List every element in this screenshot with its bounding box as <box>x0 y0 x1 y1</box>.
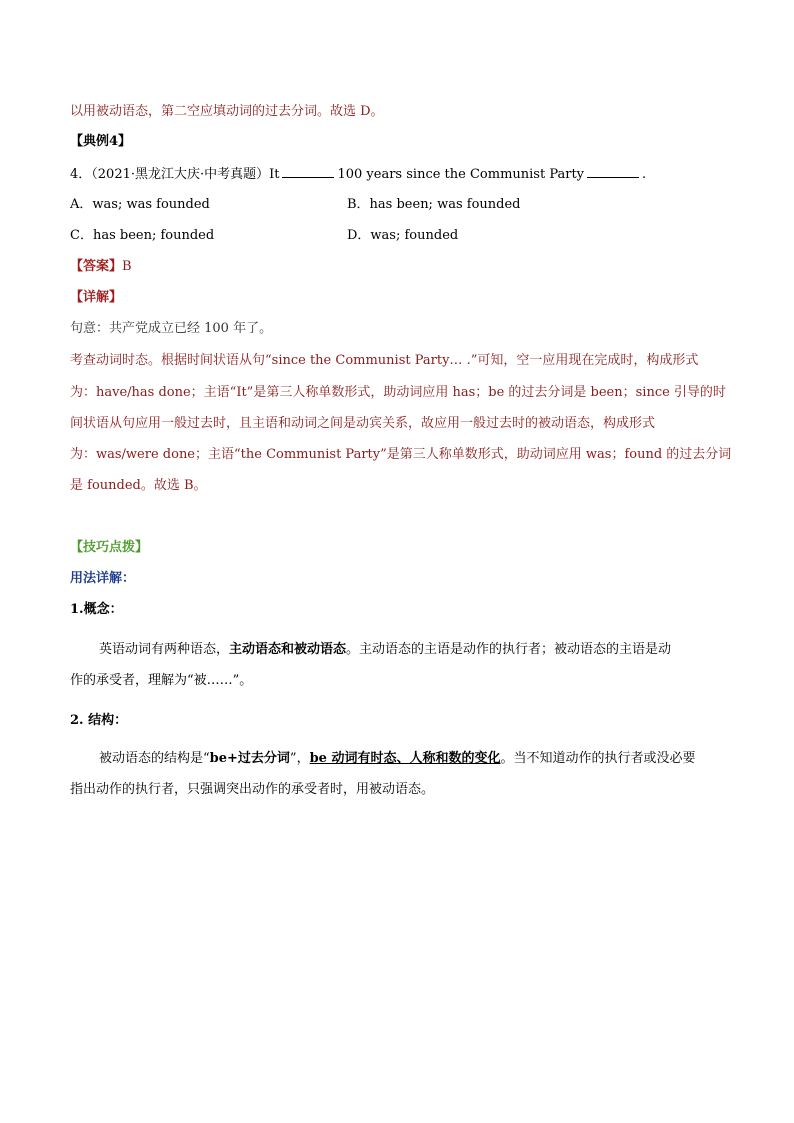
blank-2 <box>587 165 639 178</box>
structure-text-bold2: be 动词有时态、人称和数的变化 <box>309 751 501 766</box>
structure-heading: 2. 结构： <box>70 713 128 728</box>
concept-line-1 <box>99 641 671 659</box>
explanation-line-5: 是 founded。故选 B。 <box>70 478 207 493</box>
intro-line: 以用被动语态，第二空应填动词的过去分词。故选 D。 <box>70 104 384 119</box>
explanation-line-3: 间状语从句应用一般过去时，且主语和动词之间是动宾关系，故应用一般过去时的被动语态，构成形式 <box>70 416 656 431</box>
structure-line-1 <box>99 750 695 768</box>
structure-text-bold1: be+过去分词 <box>209 751 290 766</box>
explanation-line-4: 为：was/were done；主语“the Communist Party”是第三人称单数形式，助动词应用 was；found 的过去分词 <box>70 447 732 462</box>
detail-heading: 【详解】 <box>70 290 123 305</box>
structure-text-a: 被动语态的结构是“ <box>99 751 210 766</box>
blank-1 <box>282 165 334 178</box>
question-suffix: . <box>642 167 647 182</box>
question-middle: 100 years since the Communist Party <box>337 167 585 182</box>
option-a: A．was; was founded <box>70 197 210 212</box>
meaning-line: 句意：共产党成立已经 100 年了。 <box>70 321 273 336</box>
answer-line <box>70 258 132 276</box>
usage-heading: 用法详解： <box>70 571 136 586</box>
question-prefix: 4．（2021·黑龙江大庆·中考真题）It <box>70 167 280 182</box>
answer-label: 【答案】 <box>70 259 123 274</box>
example-heading: 【典例4】 <box>70 134 132 149</box>
option-c: C．has been; founded <box>70 228 215 243</box>
question-line <box>70 165 646 184</box>
concept-heading: 1.概念： <box>70 602 123 617</box>
structure-text-b: ”， <box>289 751 310 766</box>
explanation-line-2: 为：have/has done；主语“It”是第三人称单数形式，助动词应用 has；be 的过去分词是 been；since 引导的时 <box>70 385 726 400</box>
concept-line-2: 作的承受者，理解为“被……”。 <box>70 673 253 688</box>
structure-text-c: 。当不知道动作的执行者或没必要 <box>500 751 696 766</box>
concept-text-a: 英语动词有两种语态， <box>99 642 230 657</box>
option-d: D．was; founded <box>347 228 459 243</box>
concept-text-b: 。主动语态的主语是动作的执行者；被动语态的主语是动 <box>346 642 672 657</box>
answer-value: B <box>122 259 132 274</box>
concept-text-bold: 主动语态和被动语态 <box>229 642 347 657</box>
tips-heading: 【技巧点拨】 <box>70 540 149 555</box>
structure-line-2: 指出动作的执行者，只强调突出动作的承受者时，用被动语态。 <box>70 782 435 797</box>
explanation-line-1: 考查动词时态。根据时间状语从句“since the Communist Party… .”可知，空一应用现在完成时，构成形式 <box>70 353 699 368</box>
option-b: B．has been; was founded <box>347 197 521 212</box>
